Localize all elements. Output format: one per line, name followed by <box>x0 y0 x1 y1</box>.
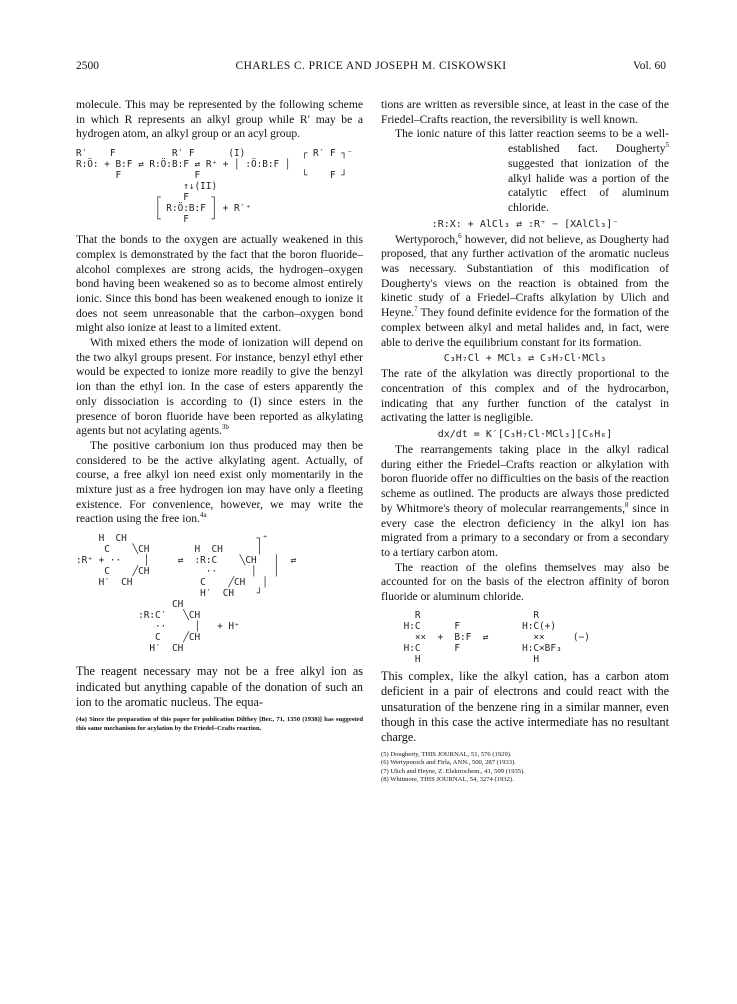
paragraph: The positive carbonium ion thus produced may then be considered to be the active alkylating agent. Actually, of course, a free alkyl ion need exist only momentarily in the mixture just as a free hydrogen ion may have only a fleeting existence. For convenience, however, we may write the reaction using the free ion.$^{4a}$ <box>76 438 363 526</box>
footnote: (5) Dougherty, THIS JOURNAL, 51, 576 (1929). <box>381 750 512 758</box>
reaction-scheme-ether-ionization: R′ F R′ F (I) ┌ R′ F ┐⁻ R:Ö: + B:F ⇄ R:Ö:B:F ⇄ R⁺ + │ :Ö:B:F │ F F └ F ┘ ↑↓(II) ┌ F ┐ │ R:Ö:B:F │ + R′⁺ └ F ┘ <box>76 148 353 226</box>
footnotes <box>381 751 669 785</box>
page-header <box>76 60 666 76</box>
paragraph: The reaction of the olefins themselves may also be accounted for on the basis of the electron affinity of boron fluoride or aluminum chloride. <box>381 560 669 604</box>
paragraph: Wertyporoch,$^6$ however, did not believe, as Dougherty had proposed, that any further activation of the aromatic nucleus was necessary. Substantiation of this modification of Dougherty's views on the reaction is obtained from the kinetic study of a Friedel–Crafts alkylation by Ulich and Heyne.$^7$ They found definite evidence for the formation of the complex between alkyl and metal halides and, in fact, were able to derive the equilibrium constant for its formation. <box>381 231 669 349</box>
paragraph: The rate of the alkylation was directly proportional to the concentration of this complex and of the hydrocarbon, indicating that any further function of the catalyst in activating the latter is negligible. <box>381 367 669 425</box>
footnote: (4a) Since the preparation of this paper for publication Dilthey [Ber., 71, 1350 (1938)] has suggested this same mechanism for acylation by the Friedel–Crafts reaction. <box>76 716 363 732</box>
footnote: (6) Wertyporoch and Firla, ANN., 500, 287 (1933). <box>381 759 516 767</box>
reaction-scheme-aromatic-substitution: H CH ┐⁺ C ╲CH H CH │ :R⁺ + ·· │ ⇄ :R:C ╲CH │ ⇄ C ╱CH ·· │ │ H′ CH C ╱CH │ H′ CH ┘ CH :R:C′ ╲CH ·· │ + H⁺ C ╱CH H′ CH <box>76 533 297 655</box>
footnote: (8) Whitmore, THIS JOURNAL, 54, 3274 (1932). <box>381 776 514 784</box>
running-title: CHARLES C. PRICE AND JOSEPH M. CISKOWSKI <box>235 60 507 72</box>
paragraph: That the bonds to the oxygen are actually weakened in this complex is demonstrated by the fact that the boron fluoride–alcohol complexes are strong acids, the hydrogen–oxygen bond having been weakened so as to become almost entirely ionic. Since this bond has been weakened enough to ionize it does not seem unreasonable that the carbon–oxygen bond might also ionize at least to a limited extent. <box>76 233 363 335</box>
paragraph: molecule. This may be represented by the following scheme in which R represents an alkyl group while R′ may be a hydrogen atom, an alkyl group or an acyl group. <box>76 98 363 141</box>
equation-rate: dx/dt = K′[C₃H₇Cl·MCl₃][C₆H₆] <box>437 429 613 441</box>
volume-label: Vol. 60 <box>632 60 666 72</box>
right-column <box>381 98 669 784</box>
paragraph: This complex, like the alkyl cation, has a carbon atom deficient in a pair of electrons and could react with the unsaturation of the benzene ring in a similar manner, even though in this case the active intermediate has no resultant charge. <box>381 668 669 745</box>
paragraph: With mixed ethers the mode of ionization will depend on the two alkyl groups present. For instance, benzyl ethyl ether would be expected to ionize more readily to give the benzyl ion than the ethyl ion. In the case of esters apparently the only dissociation is according to (I) since esters in the presence of boron fluoride have been reported as alkylating agents but not acylating agents.$^{3b}$ <box>76 336 363 438</box>
equation-alcl3: :R:X: + AlCl₃ ⇄ :R⁺ − [XAlCl₃]⁻ <box>431 218 619 230</box>
footnote: (7) Ulich and Heyne, Z. Elektrochem., 41, 509 (1935). <box>381 767 525 775</box>
equation-mcl3: C₃H₇Cl + MCl₃ ⇄ C₃H₇Cl·MCl₃ <box>443 353 607 365</box>
left-column <box>76 98 363 733</box>
paragraph: tions are written as reversible since, at least in the case of the Friedel–Crafts reaction, the reversibility is well known. <box>381 98 669 126</box>
float-space <box>381 142 503 202</box>
paragraph: The rearrangements taking place in the alkyl radical during either the Friedel–Crafts reaction or alkylation with boron fluoride offer no difficulties on the basis of the reaction scheme as outlined. The products are always those predicted by Whitmore's theory of molecular rearrangements,$^8$ since in every case the electron deficiency in the alkyl ion has migrated from a primary to a secondary or from a secondary to a tertiary carbon atom. <box>381 443 669 559</box>
page-number: 2500 <box>76 60 99 72</box>
paragraph: The reagent necessary may not be a free alkyl ion as indicated but anything capable of the donation of such an ion to the aromatic nucleus. The equa- <box>76 664 363 709</box>
paragraph: The ionic nature of this latter reaction seems to be a well-established fact. Dougherty$^5$ suggested that ionization of the alkyl halide was a portion of the catalytic effect of aluminum chloride. <box>381 127 669 215</box>
reaction-scheme-olefin-complex: R R H:C F H:C(+) ×× + B:F ⇄ ×× (−) H:C F H:C×BF₃ H H <box>381 609 590 665</box>
